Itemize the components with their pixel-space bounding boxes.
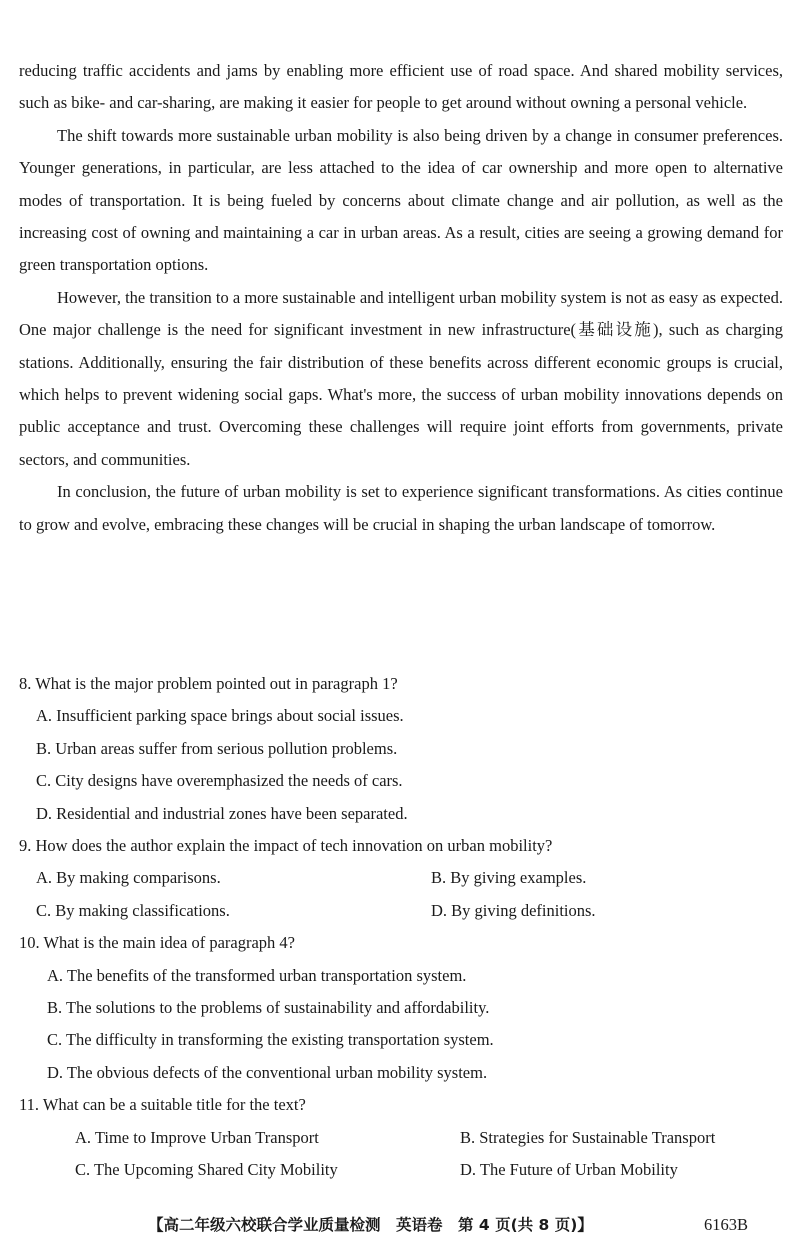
paragraph-conclusion: In conclusion, the future of urban mobility is set to experience significant transformations. As cities continue to grow and evolve, embracing these changes will be crucial in shaping the urban landscape of tomorrow. [19, 482, 783, 534]
option-d[interactable]: D. The Future of Urban Mobility [460, 1160, 678, 1180]
paragraph-challenges: However, the transition to a more sustainable and intelligent urban mobility system is not as easy as expected. One major challenge is the need for significant investment in new infrastructure(基础设施), such as charging stations. Additionally, ensuring the fair distribution of these benefits across different economic groups is crucial, which helps to prevent widening social gaps. What's more, the success of urban mobility innovations depends on public acceptance and trust. Overcoming these challenges will require joint efforts from governments, private sectors, and communities. [19, 287, 783, 469]
page-footer [0, 1210, 800, 1240]
question-stem: 8. What is the major problem pointed out in paragraph 1? [19, 674, 398, 693]
option-d[interactable]: D. Residential and industrial zones have been separated. [36, 803, 408, 823]
question-list [19, 668, 783, 1187]
paragraph-consumer-preferences: The shift towards more sustainable urban mobility is also being driven by a change in consumer preferences. Younger generations, in particular, are less attached to the idea of car ownership and more open to alternative modes of transportation. It is being fueled by concerns about climate change and air pollution, as well as the increasing cost of owning and maintaining a car in urban areas. As a result, cities are seeing a growing demand for green transportation options. [19, 125, 783, 275]
option-c[interactable]: C. The difficulty in transforming the existing transportation system. [47, 1030, 494, 1050]
question-stem: 10. What is the main idea of paragraph 4? [19, 933, 295, 953]
option-b[interactable]: B. The solutions to the problems of sustainability and affordability. [47, 998, 490, 1018]
option-a[interactable]: A. Time to Improve Urban Transport [75, 1127, 319, 1147]
option-a[interactable]: A. Insufficient parking space brings about social issues. [36, 706, 404, 726]
footer-paper-code: 6163B [704, 1215, 749, 1234]
question-9 [19, 830, 783, 927]
question-8 [19, 668, 783, 830]
question-11 [19, 1089, 783, 1186]
footer-exam-title: 【高二年级六校联合学业质量检测 英语卷 第 4 页(共 8 页)】 [148, 1216, 593, 1234]
option-d[interactable]: D. By giving definitions. [431, 900, 596, 920]
question-stem: 9. How does the author explain the impact of tech innovation on urban mobility? [19, 836, 553, 856]
option-grid [19, 862, 783, 927]
option-grid [19, 1122, 783, 1187]
question-stem: 11. What can be a suitable title for the text? [19, 1095, 306, 1115]
option-b[interactable]: B. Strategies for Sustainable Transport [460, 1127, 716, 1147]
option-b[interactable]: B. By giving examples. [431, 868, 587, 888]
option-a[interactable]: A. By making comparisons. [36, 868, 221, 888]
option-a[interactable]: A. The benefits of the transformed urban transportation system. [47, 965, 467, 985]
option-c[interactable]: C. By making classifications. [36, 900, 230, 920]
option-c[interactable]: C. The Upcoming Shared City Mobility [75, 1160, 338, 1180]
option-b[interactable]: B. Urban areas suffer from serious pollution problems. [36, 738, 398, 758]
option-d[interactable]: D. The obvious defects of the conventional urban mobility system. [47, 1062, 488, 1082]
question-10 [19, 927, 783, 1089]
reading-passage [19, 55, 783, 541]
paragraph-continued: reducing traffic accidents and jams by enabling more efficient use of road space. And shared mobility services, such as bike- and car-sharing, are making it easier for people to get around without owning a personal vehicle. [19, 61, 783, 113]
option-c[interactable]: C. City designs have overemphasized the needs of cars. [36, 771, 403, 791]
